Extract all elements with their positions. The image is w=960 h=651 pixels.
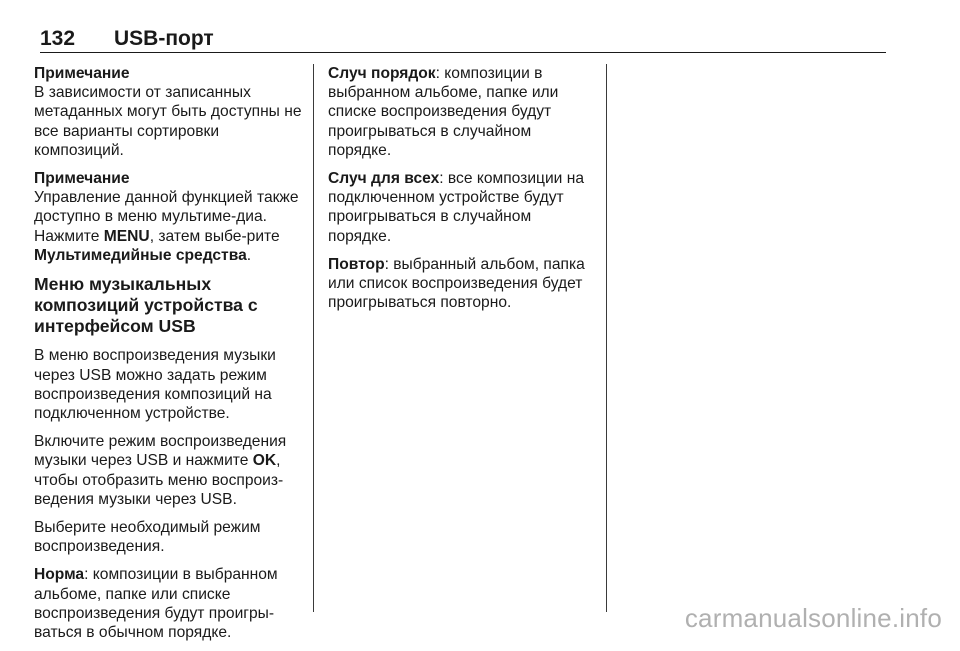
note-2-text-middle: , затем выбе-рите xyxy=(149,227,280,245)
mode-normal xyxy=(34,565,302,642)
mode-shuffle-text: : композиции в выбранном альбоме, папке или списке воспроизведения будут проигрываться в случайном порядке. xyxy=(328,65,559,159)
column-1 xyxy=(34,64,302,651)
mode-repeat-text: : выбранный альбом, папка или список воспроизведения будет проигрываться повторно. xyxy=(328,255,585,312)
mode-shuffle-all-text: : все композиции на подключенном устройстве будут проигрываться в случайном порядке. xyxy=(328,170,585,245)
paragraph-2-after: , чтобы отобразить меню воспроиз-ведения музыки через USB. xyxy=(34,452,284,508)
menu-key: MENU xyxy=(103,227,150,245)
watermark: carmanualsonline.info xyxy=(684,603,942,633)
mode-shuffle-all-term: Случ для всех xyxy=(328,170,440,188)
mode-normal-text: : композиции в выбранном альбоме, папке или списке воспроизведения будут проигры-ваться в обычном порядке. xyxy=(34,566,278,642)
mode-shuffle-term: Случ порядок xyxy=(328,65,436,82)
note-2 xyxy=(34,169,302,265)
page-title: USB-порт xyxy=(114,27,214,50)
mode-normal-term: Норма xyxy=(34,566,85,584)
note-2-text-after: . xyxy=(246,246,252,264)
section-heading: Меню музыкальных композиций устройства с интерфейсом USB xyxy=(34,274,258,336)
note-1-label: Примечание xyxy=(34,65,130,82)
column-divider-1 xyxy=(313,64,314,612)
menu-item: Мультимедийные средства xyxy=(34,246,247,264)
ok-key: OK xyxy=(252,452,277,470)
note-1-text: В зависимости от записанных метаданных могут быть доступны не все варианты сортировки композиций. xyxy=(34,84,302,159)
page-number: 132 xyxy=(40,27,76,50)
note-2-text-before: Управление данной функцией также доступно в меню мультиме-диа. Нажмите xyxy=(34,189,299,245)
mode-repeat-term: Повтор xyxy=(328,255,385,273)
paragraph-3: Выберите необходимый режим воспроизведения. xyxy=(34,519,261,556)
paragraph-2 xyxy=(34,432,302,509)
page-header xyxy=(40,26,886,53)
column-divider-2 xyxy=(606,64,607,612)
column-2 xyxy=(328,64,598,321)
mode-shuffle-all xyxy=(328,169,598,246)
note-2-label: Примечание xyxy=(34,170,130,188)
note-1 xyxy=(34,64,302,160)
paragraph-2-before: Включите режим воспроизведения музыки через USB и нажмите xyxy=(34,433,287,470)
paragraph-1: В меню воспроизведения музыки через USB можно задать режим воспроизведения композиций на подключенном устройстве. xyxy=(34,347,276,423)
mode-repeat xyxy=(328,255,598,313)
mode-shuffle xyxy=(328,64,598,160)
